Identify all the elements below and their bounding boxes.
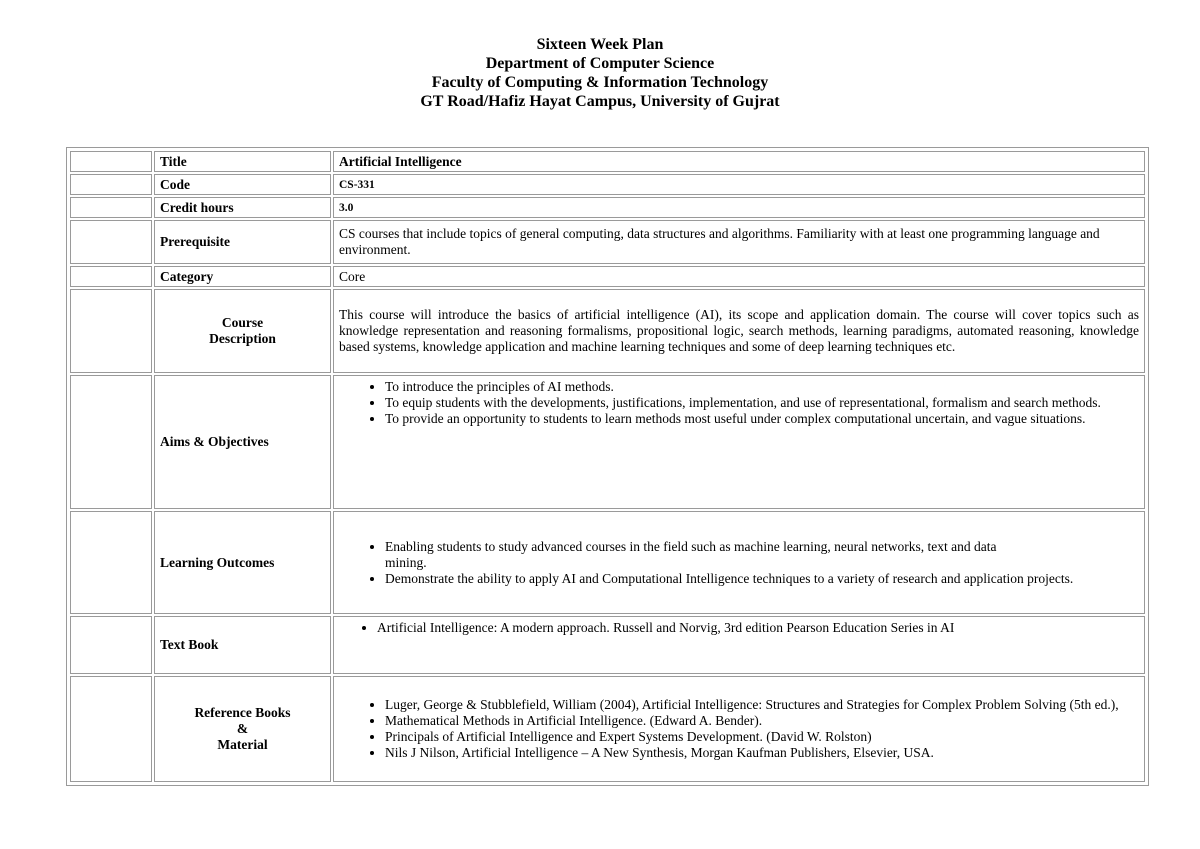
department-name: Department of Computer Science [485,55,715,72]
category-value: Core [333,266,1145,287]
row-label-text-book: Text Book [154,616,331,674]
blank-cell [70,616,152,674]
list-item: • Mathematical Methods in Artificial Intelligence. (Edward A. Bender). [385,713,1139,729]
label-line: & [236,721,249,736]
aims-list [339,379,1139,427]
row-label-category: Category [154,266,331,287]
list-item: • To provide an opportunity to students to learn methods most useful under complex computational uncertain, and vague situations. [385,411,1139,427]
text-book-list [339,620,1139,636]
row-label-title: Title [154,151,331,172]
label-line: Material [217,737,268,752]
document-header [0,35,1200,111]
plan-title: Sixteen Week Plan [536,36,664,53]
campus-name: GT Road/Hafiz Hayat Campus, University of Gujrat [420,93,780,110]
table-row-outcomes [70,511,1145,614]
list-item: • Principals of Artificial Intelligence and Expert Systems Development. (David W. Rolston) [385,729,1139,745]
row-label-prerequisite: Prerequisite [154,220,331,264]
blank-cell [70,266,152,287]
blank-cell [70,197,152,218]
table-row-reference [70,676,1145,782]
reference-value [333,676,1145,782]
row-label-course-description [154,289,331,373]
course-title-value: Artificial Intelligence [333,151,1145,172]
blank-cell [70,375,152,509]
list-item [385,539,1139,571]
row-label-outcomes: Learning Outcomes [154,511,331,614]
outcome-text: mining. [385,554,427,570]
course-code-value: CS-331 [333,174,1145,195]
blank-cell [70,676,152,782]
list-item: • Artificial Intelligence: A modern approach. Russell and Norvig, 3rd edition Pearson Education Series in AI [377,620,1139,636]
list-item: • Nils J Nilson, Artificial Intelligence – A New Synthesis, Morgan Kaufman Publishers, Elsevier, USA. [385,745,1139,761]
table-row-aims [70,375,1145,509]
text-book-value [333,616,1145,674]
table-row-course-description [70,289,1145,373]
reference-list [339,697,1139,761]
table-row-prerequisite [70,220,1145,264]
course-description-value: This course will introduce the basics of artificial intelligence (AI), its scope and application domain. The course will cover topics such as knowledge representation and reasoning formalisms, propositional logic, search methods, learning paradigms, automated reasoning, knowledge based systems, knowledge application and machine learning techniques and some of deep learning techniques etc. [333,289,1145,373]
list-item: • To equip students with the developments, justifications, implementation, and use of representational, formalism and search methods. [385,395,1139,411]
row-label-reference [154,676,331,782]
table-row-credit-hours [70,197,1145,218]
outcomes-value [333,511,1145,614]
table-row-title [70,151,1145,172]
blank-cell [70,511,152,614]
label-line: Course [221,315,264,330]
blank-cell [70,220,152,264]
blank-cell [70,151,152,172]
list-item: • Demonstrate the ability to apply AI and Computational Intelligence techniques to a variety of research and application projects. [385,571,1139,587]
label-line: Reference Books [194,705,291,720]
row-label-aims: Aims & Objectives [154,375,331,509]
course-plan-table-frame [66,147,1149,786]
outcome-text: • Enabling students to study advanced courses in the field such as machine learning, neural networks, text and data [385,538,997,554]
credit-hours-value: 3.0 [333,197,1145,218]
table-row-code [70,174,1145,195]
prerequisite-value: CS courses that include topics of general computing, data structures and algorithms. Familiarity with at least one programming language and environment. [333,220,1145,264]
course-plan-table [68,149,1147,784]
table-row-text-book [70,616,1145,674]
list-item: • Luger, George & Stubblefield, William (2004), Artificial Intelligence: Structures and Strategies for Complex Problem Solving (5th ed.), [385,697,1139,713]
blank-cell [70,174,152,195]
faculty-name: Faculty of Computing & Information Technology [431,74,769,91]
aims-value [333,375,1145,509]
blank-cell [70,289,152,373]
outcomes-list [339,539,1139,587]
row-label-credit-hours: Credit hours [154,197,331,218]
label-line: Description [209,331,276,346]
list-item: • To introduce the principles of AI methods. [385,379,1139,395]
row-label-code: Code [154,174,331,195]
table-row-category [70,266,1145,287]
